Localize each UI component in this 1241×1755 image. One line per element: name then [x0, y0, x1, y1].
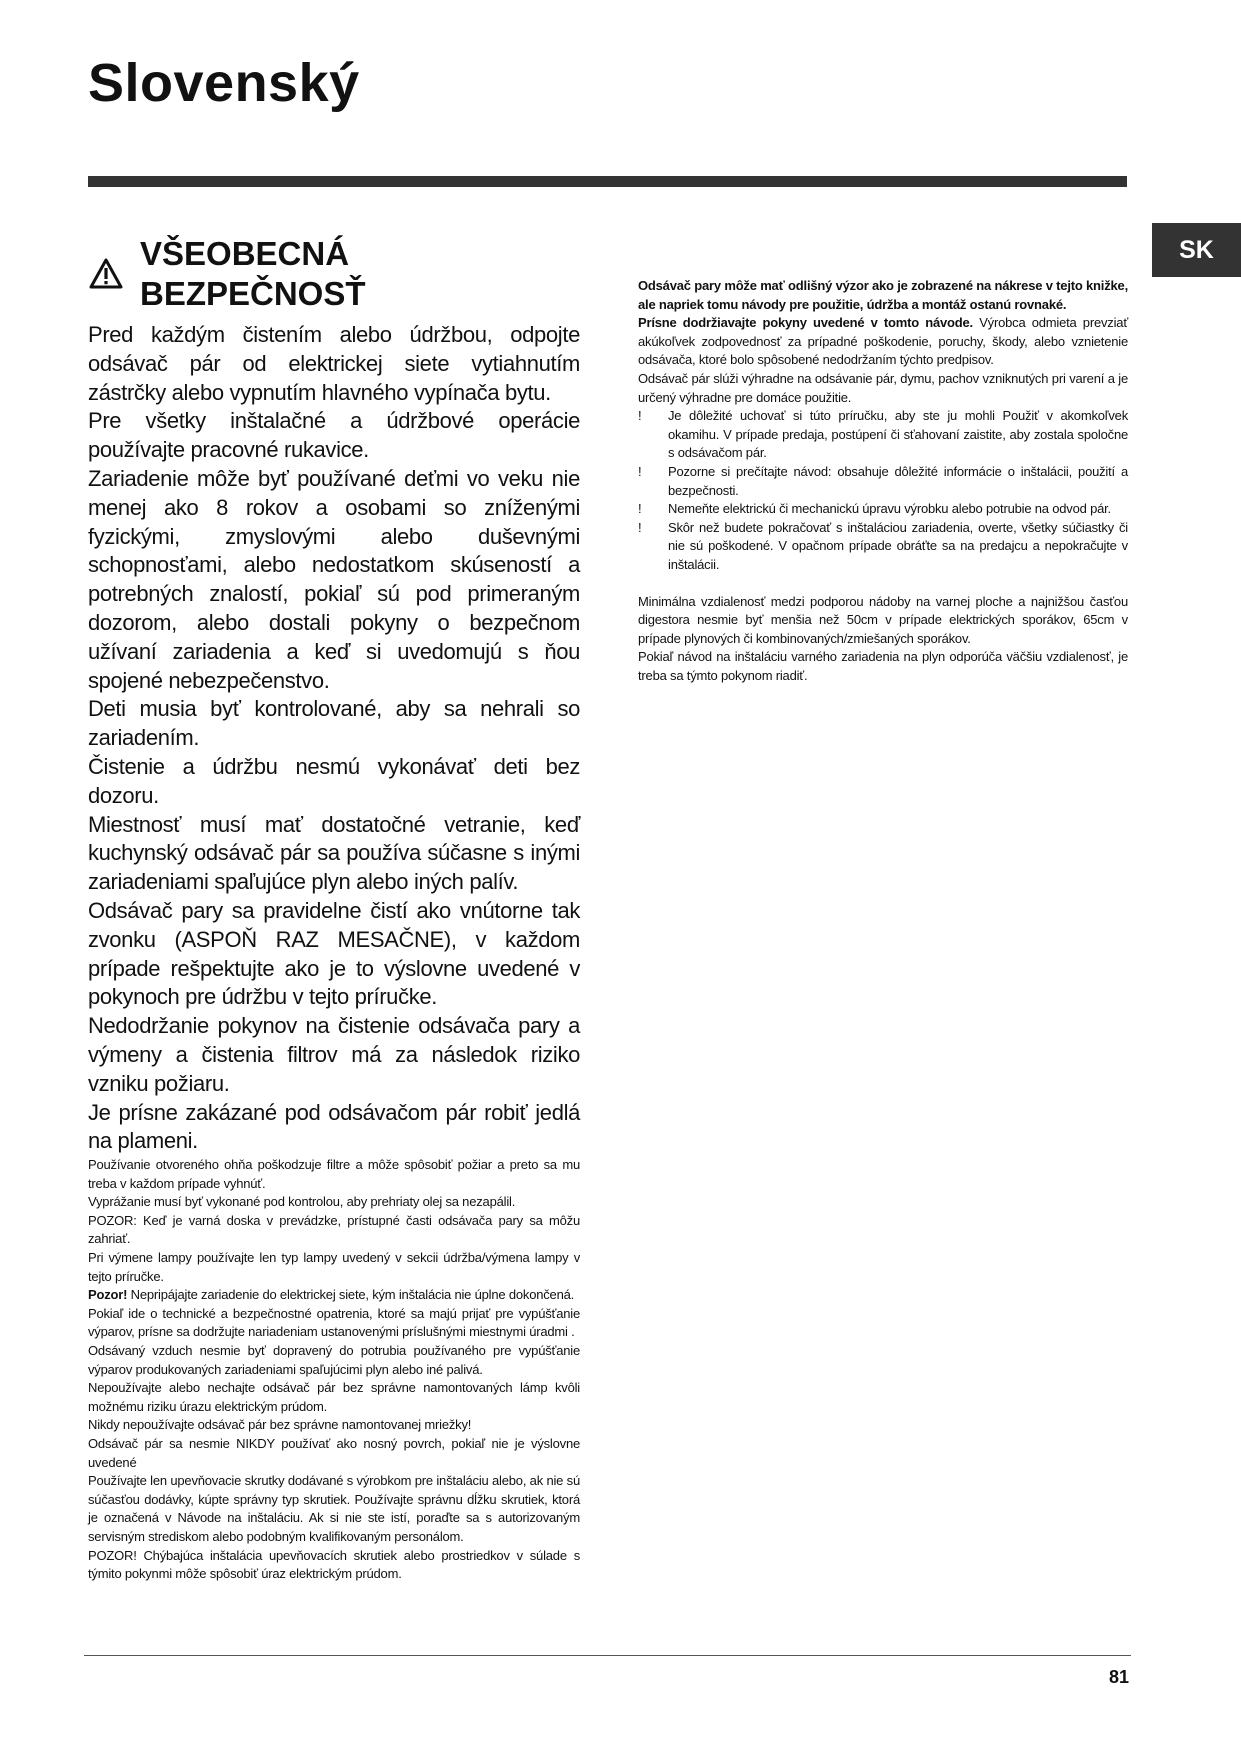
safety-paragraph: Je prísne zakázané pod odsávačom pár robiť jedlá na plameni. — [88, 1099, 580, 1154]
page-number: 81 — [1108, 1667, 1129, 1687]
fine-print-paragraph: Pozor! Nepripájajte zariadenie do elektrickej siete, kým inštalácia nie úplne dokončená. — [88, 1287, 575, 1303]
left-column — [88, 234, 580, 1584]
fine-print-paragraph: POZOR! Chýbajúca inštalácia upevňovacích skrutiek alebo prostriedkov v súlade s týmito pokynmi môže spôsobiť úraz elektrickým prúdom. — [88, 1547, 580, 1582]
purpose-note: Odsávač pár slúži výhradne na odsávanie pár, dymu, pachov vzniknutých pri varení a je určený výhradne pre domáce použitie. — [638, 370, 1128, 405]
safety-paragraph: Deti musia byť kontrolované, aby sa nehrali so zariadením. — [88, 696, 580, 751]
safety-paragraph: Čistenie a údržbu nesmú vykonávať deti bez dozoru. — [88, 753, 580, 808]
page-title: Slovenský — [88, 53, 360, 113]
distance-note: Minimálna vzdialenosť medzi podporou nádoby na varnej ploche a najnižšou časťou digestora nesmie byť menšia než 50cm v prípade elektrických sporákov, 65cm v prípade plynových či kombinovaných/zmiešaných sporákov. — [638, 593, 1128, 646]
safety-paragraph: Odsávač pary sa pravidelne čistí ako vnútorne tak zvonku (ASPOŇ RAZ MESAČNE), v každom prípade rešpektujte ako je to výslovne uvedené v pokynoch pre údržbu v tejto príručke. — [88, 897, 580, 1010]
fine-print-paragraph: Nepoužívajte alebo nechajte odsávač pár bez správne namontovaných lámp kvôli možnému riziku úrazu elektrickým prúdom. — [88, 1380, 580, 1414]
fine-print-paragraph: Nikdy nepoužívajte odsávač pár bez správne namontovanej mriežky! — [88, 1417, 472, 1433]
gas-note: Pokiaľ návod na inštaláciu varného zariadenia na plyn odporúča väčšiu vzdialenosť, je treba sa týmto pokynom riadiť. — [638, 649, 1128, 683]
fine-print-paragraph: Odsávaný vzduch nesmie byť dopravený do potrubia používaného pre vypúšťanie výparov produkovaných zariadeniami spaľujúcimi plyn alebo iné palivá. — [88, 1343, 580, 1377]
intro-note: Odsávač pary môže mať odlišný výzor ako je zobrazené na nákrese v tejto knižke, ale napriek tomu návody pre použitie, údržba a montáž ostanú rovnaké. — [638, 278, 1128, 312]
safety-paragraph: Pred každým čistením alebo údržbou, odpojte odsávač pár od elektrickej siete vytiahnutím zástrčky alebo vypnutím hlavného vypínača bytu. — [88, 322, 580, 405]
fine-print-paragraph: Pri výmene lampy používajte len typ lampy uvedený v sekcii údržba/výmena lampy v tejto príručke. — [88, 1250, 580, 1284]
fine-print-paragraph: Pokiaľ ide o technické a bezpečnostné opatrenia, ktoré sa majú prijať pre vypúšťanie výparov, prísne sa dodržujte nariadeniam ustanovenými príslušnými miestnymi úradmi . — [88, 1305, 580, 1340]
list-item: ! Skôr než budete pokračovať s inštaláciou zariadenia, overte, všetky súčiastky či nie sú poškodené. V opačnom prípade obráťte sa na predajcu a nepokračujte v inštalácii. — [638, 519, 1128, 575]
safety-paragraph: Miestnosť musí mať dostatočné vetranie, keď kuchynský odsávač pár sa používa súčasne s inými zariadeniami spaľujúce plyn alebo iných palív. — [88, 811, 580, 895]
header-rule — [88, 176, 1127, 187]
fine-print-paragraph: Používajte len upevňovacie skrutky dodávané s výrobkom pre inštaláciu alebo, ak nie sú súčasťou dodávky, kúpte správny typ skrutiek. Používajte správnu dĺžku skrutiek, ktorá je označená v Návode na inštaláciu. Ak si nie ste istí, poraďte sa s autorizovaným servisným strediskom alebo podobným kvalifikovaným personálom. — [88, 1473, 580, 1544]
exclamation-icon: ! — [638, 519, 642, 535]
section-heading — [88, 234, 580, 314]
fine-print-paragraph: Vyprážanie musí byť vykonané pod kontrolou, aby prehriaty olej sa nezapálil. — [88, 1194, 516, 1210]
exclamation-icon: ! — [638, 501, 642, 517]
fine-print-paragraph: POZOR: Keď je varná doska v prevádzke, prístupné časti odsávača pary sa môžu zahriať. — [88, 1212, 580, 1247]
fine-print-paragraph: Odsávač pár sa nesmie NIKDY používať ako nosný povrch, pokiaľ nie je výslovne uvedené — [88, 1436, 580, 1470]
safety-paragraph: Zariadenie môže byť používané deťmi vo veku nie menej ako 8 rokov a osobami so zníženými fyzickými, zmyslovými alebo duševnými schopnosťami, alebo nedostatkom skúseností a potrebných znalostí, pokiaľ sú pod primeraným dozorom, alebo dostali pokyny o bezpečnom užívaní zariadenia a keď si uvedomujú s ňou spojené nebezpečenstvo. — [88, 465, 580, 693]
exclamation-icon: ! — [638, 408, 642, 424]
list-item: ! Je dôležité uchovať si túto príručku, aby ste ju mohli Použiť v akomkoľvek okamihu. V prípade predaja, postúpení či sťahovaní zaistite, aby zostala spoločne s odsávačom pár. — [638, 407, 1128, 463]
language-tab: SK — [1152, 223, 1241, 277]
safety-paragraph: Nedodržanie pokynov na čistenie odsávača pary a výmeny a čistenia filtrov má za následok riziko vzniku požiaru. — [88, 1013, 580, 1096]
exclamation-icon: ! — [638, 463, 642, 479]
list-item: ! Nemeňte elektrickú či mechanickú úpravu výrobku alebo potrubie na odvod pár. — [638, 500, 1128, 519]
list-item: ! Pozorne si prečítajte návod: obsahuje dôležité informácie o inštalácii, použití a bezpečnosti. — [638, 463, 1128, 500]
spacer — [638, 575, 1128, 593]
fine-print-paragraph: Používanie otvoreného ohňa poškodzuje filtre a môže spôsobiť požiar a preto sa mu treba v každom prípade vyhnúť. — [88, 1157, 580, 1191]
safety-paragraph: Pre všetky inštalačné a údržbové operácie používajte pracovné rukavice. — [88, 408, 580, 463]
section-heading-text: VŠEOBECNÁ BEZPEČNOSŤ — [140, 235, 366, 312]
important-list — [638, 407, 1128, 574]
right-column — [638, 277, 1128, 685]
strict-note: Prísne dodržiavajte pokyny uvedené v tomto návode. Výrobca odmieta prevziať akúkoľvek zodpovednosť za prípadné poškodenie, poruchy, škody, alebo vznietenie odsávača, ktoré bolo spôsobené nedodržaním týchto predpisov. — [638, 315, 1128, 368]
footer-rule — [84, 1655, 1131, 1656]
warning-icon — [88, 257, 124, 291]
safety-fine-print — [88, 1156, 580, 1584]
safety-main-text — [88, 321, 580, 1156]
